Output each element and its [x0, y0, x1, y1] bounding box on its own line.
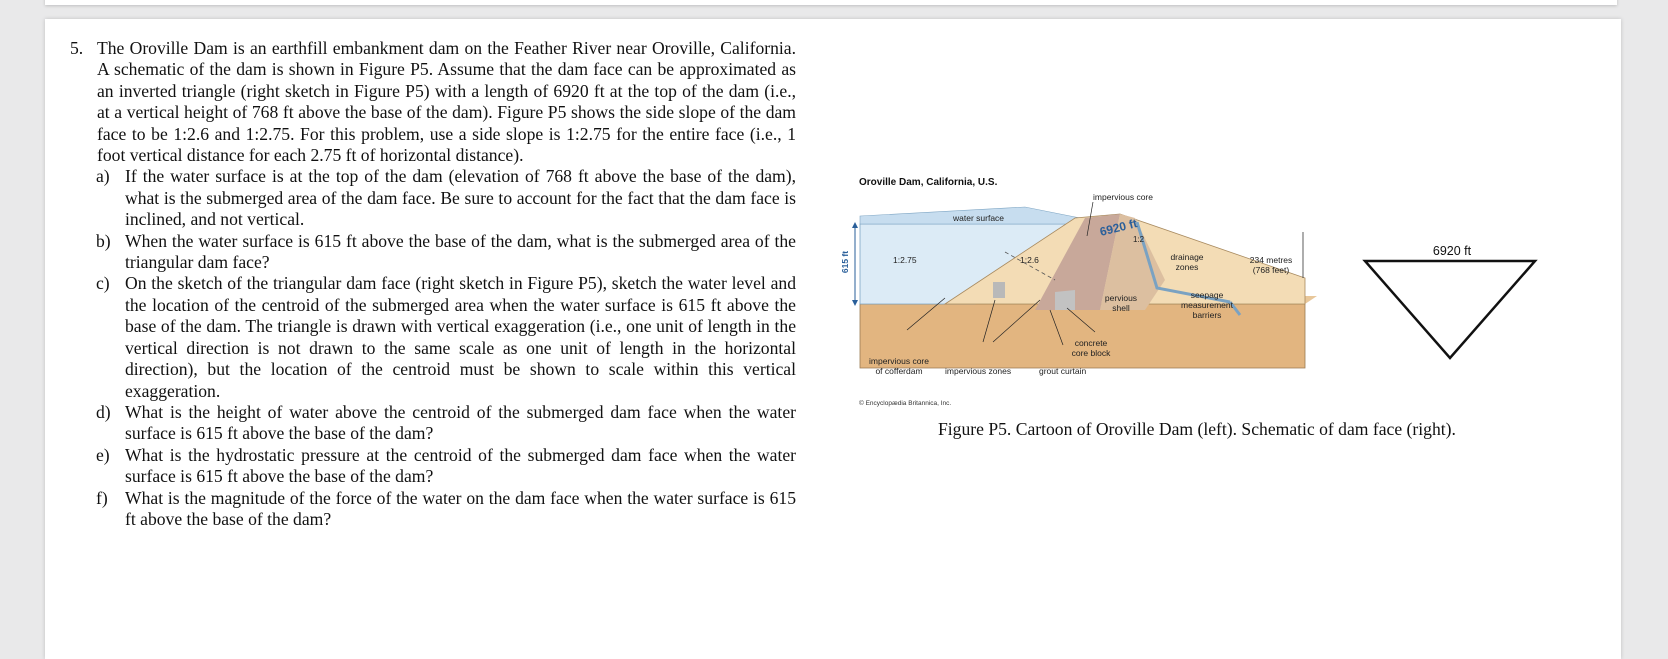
part-c — [96, 273, 796, 401]
part-d — [96, 401, 796, 445]
part-text: When the water surface is 615 ft above the base of the dam, what is the submerged area of the triangular dam face? — [125, 230, 796, 273]
problem-5 — [70, 38, 796, 530]
label-concrete-1: concrete — [1074, 338, 1108, 348]
part-f — [96, 487, 796, 531]
label-height-right-2: (768 feet) — [1252, 265, 1290, 275]
label-concrete-2: core block — [1071, 348, 1111, 358]
part-text: What is the hydrostatic pressure at the centroid of the submerged dam face when the water surface is 615 ft above the base of the dam? — [125, 444, 796, 487]
label-height-right-1: 234 metres — [1249, 255, 1293, 265]
label-water-surface: water surface — [953, 213, 1005, 223]
label-cofferdam-2: of cofferdam — [875, 366, 923, 376]
problem-parts — [70, 166, 796, 530]
part-text: What is the magnitude of the force of the water on the dam face when the water surface is 615 ft above the base of the dam? — [125, 487, 796, 529]
part-label: b) — [96, 230, 111, 251]
figure-caption: Figure P5. Cartoon of Oroville Dam (left). Schematic of dam face (right). — [938, 419, 1456, 439]
label-height-left: 615 ft — [840, 250, 850, 274]
figure-p5 — [835, 170, 1625, 450]
label-seepage-3: barriers — [1192, 310, 1222, 320]
label-slope-top: 1:2 — [1133, 235, 1145, 244]
cofferdam-block — [993, 282, 1005, 298]
figure-title: Oroville Dam, California, U.S. — [859, 177, 998, 188]
label-grout-curtain: grout curtain — [1039, 366, 1087, 376]
part-label: f) — [96, 487, 108, 508]
part-label: e) — [96, 444, 110, 465]
part-b — [96, 230, 796, 274]
problem-number: 5. — [70, 38, 84, 58]
part-e — [96, 444, 796, 488]
label-seepage-2: measurement — [1181, 300, 1233, 310]
label-cofferdam-1: impervious core — [869, 356, 929, 366]
label-seepage-1: seepage — [1190, 290, 1224, 300]
previous-page-edge — [45, 0, 1617, 5]
arrowhead-bottom — [852, 300, 858, 306]
problem-stem: The Oroville Dam is an earthfill embankment dam on the Feather River near Oroville, California. A schematic of the dam is shown in Figure P5. Assume that the dam face can be approximated as an inverted triangle (right sketch in Figure P5) with a length of 6920 ft at the top of the dam (i.e., at a vertical height of 768 ft above the base of the dam). Figure P5 shows the side slope of the dam face to be 1:2.6 and 1:2.75. For this problem, use a side slope is 1:2.75 for the entire face (i.e., 1 foot vertical distance for each 2.75 ft of horizontal distance). — [97, 38, 796, 166]
label-impervious-zones: impervious zones — [945, 366, 1012, 376]
dam-face-triangle — [1365, 261, 1535, 358]
label-credit: © Encyclopædia Britannica, Inc. — [859, 400, 952, 407]
label-impervious-core: impervious core — [1093, 192, 1153, 202]
part-text: On the sketch of the triangular dam face (right sketch in Figure P5), sketch the water level and the location of the centroid of the submerged area when the water surface is 615 ft above the base of the dam. The triangle is drawn with vertical exaggeration (i.e., one unit of length in the vertical direction is not drawn to the same scale as one unit of length in the horizontal direction), but the location of the centroid must be shown to scale within this vertical exaggeration. — [125, 273, 796, 401]
part-label: a) — [96, 166, 110, 187]
part-text: If the water surface is at the top of the dam (elevation of 768 ft above the base of the dam), what is the submerged area of the dam face. Be sure to account for the fact that the dam face is inclined, and not vertical. — [125, 166, 796, 230]
part-label: d) — [96, 401, 111, 422]
label-pervious-2: shell — [1112, 303, 1130, 313]
arrowhead-top — [852, 222, 858, 228]
schematic-length-label: 6920 ft — [1432, 244, 1472, 258]
label-pervious-1: pervious — [1104, 293, 1138, 303]
label-length-top: 6920 ft — [1098, 216, 1139, 239]
concrete-core-block — [1055, 290, 1075, 310]
part-a — [96, 166, 796, 230]
label-slope-left: 1:2.75 — [893, 255, 917, 265]
label-drainage-1: drainage — [1170, 252, 1204, 262]
label-slope-mid: 1:2.6 — [1020, 255, 1039, 265]
part-text: What is the height of water above the centroid of the submerged dam face when the water surface is 615 ft above the base of the dam? — [125, 401, 796, 444]
part-label: c) — [96, 273, 110, 294]
oroville-dam-cartoon — [835, 170, 1625, 420]
label-drainage-2: zones — [1175, 262, 1199, 272]
